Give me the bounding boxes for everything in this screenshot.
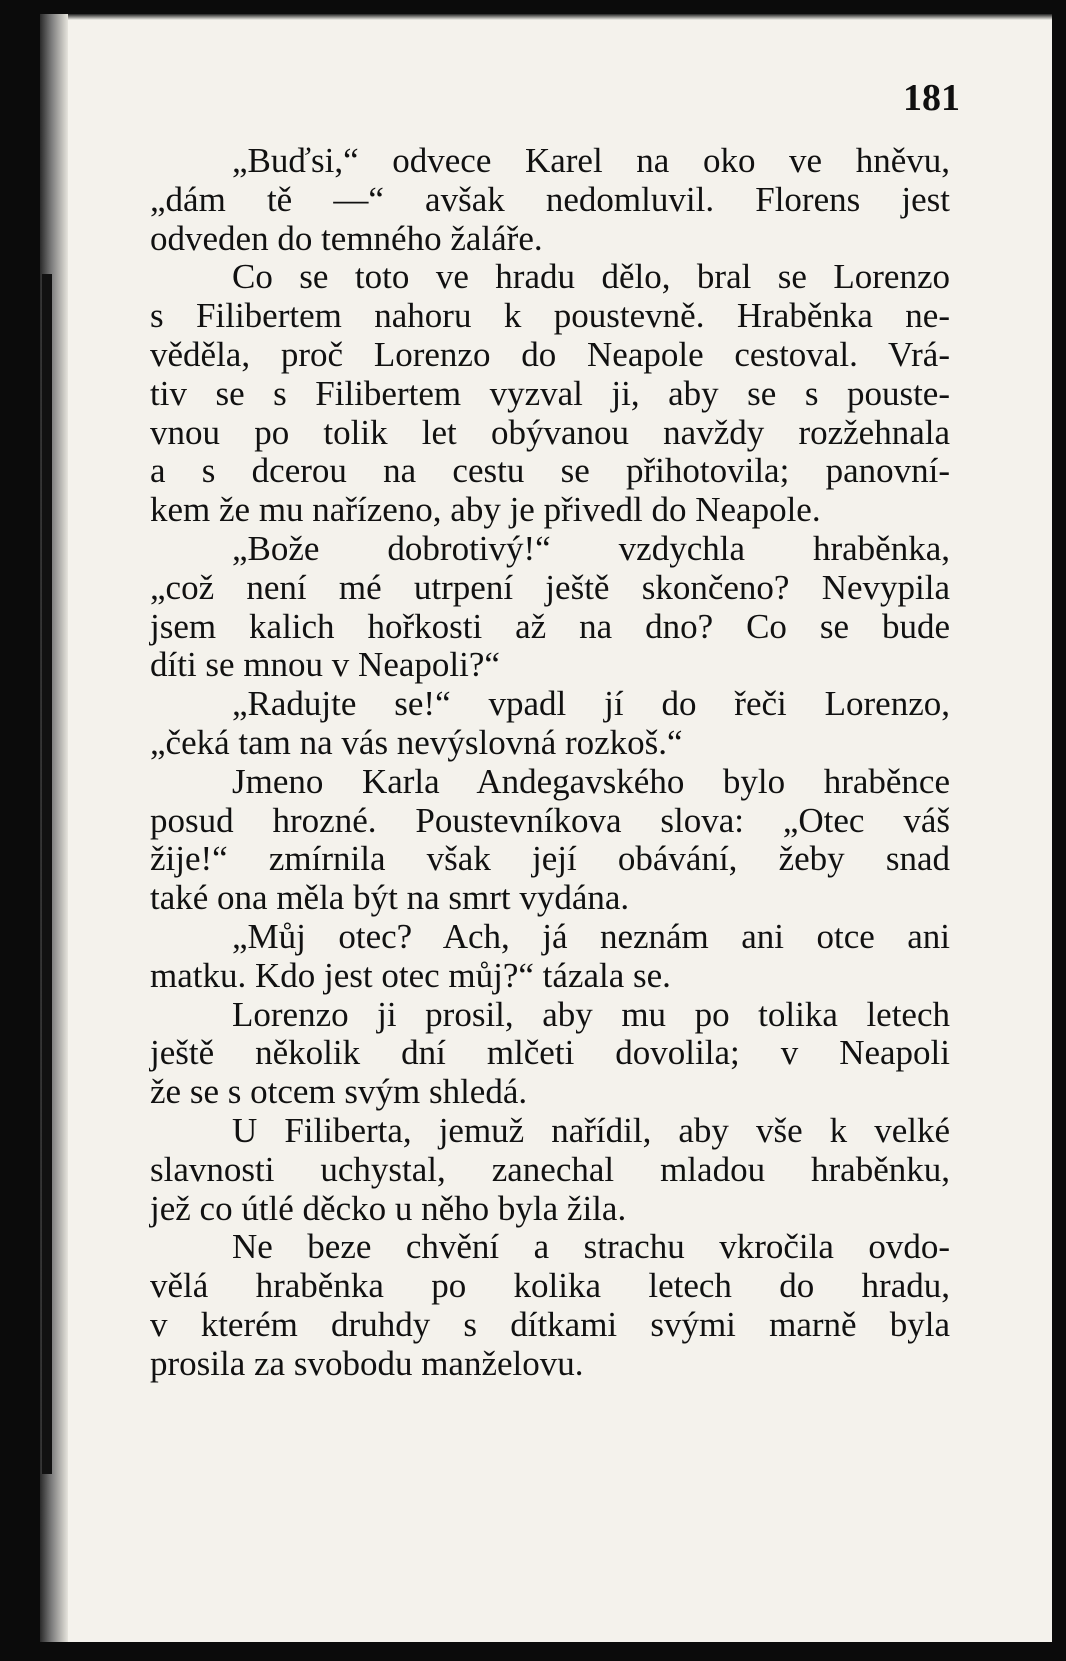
- text-line: Co se toto ve hradu dělo, bral se Lorenzo: [232, 257, 950, 297]
- text-line: jsem kalich hořkosti až na dno? Co se bude: [150, 606, 950, 646]
- text-line: slavnosti uchystal, zanechal mladou hraběnku,: [150, 1149, 950, 1189]
- text-line: matku. Kdo jest otec můj?“ tázala se.: [150, 955, 671, 995]
- text-line: žije!“ zmírnila však její obávání, žeby snad: [150, 839, 950, 879]
- text-line: v kterém druhdy s dítkami svými marně byla: [150, 1304, 950, 1344]
- text-line: Ne beze chvění a strachu vkročila ovdo-: [232, 1227, 950, 1267]
- text-line: vnou po tolik let obývanou navždy rozžehnala: [150, 412, 950, 452]
- page-number: 181: [903, 77, 960, 119]
- page-top-edge: [40, 14, 1052, 20]
- text-line: že se s otcem svým shledá.: [150, 1072, 528, 1112]
- text-line: posud hrozné. Poustevníkova slova: „Otec váš: [150, 800, 950, 840]
- text-line: „což není mé utrpení ještě skončeno? Nevypila: [150, 567, 950, 607]
- text-line: „Bože dobrotivý!“ vzdychla hraběnka,: [232, 528, 950, 568]
- text-line: kem že mu nařízeno, aby je přivedl do Neapole.: [150, 490, 821, 530]
- text-line: tiv se s Filibertem vyzval ji, aby se s pouste-: [150, 373, 950, 413]
- text-line: ještě několik dní mlčeti dovolila; v Neapoli: [150, 1033, 950, 1073]
- text-line: věděla, proč Lorenzo do Neapole cestoval. Vrá-: [150, 334, 950, 374]
- text-line: „Buďsi,“ odvece Karel na oko ve hněvu,: [232, 141, 950, 180]
- text-line: „čeká tam na vás nevýslovná rozkoš.“: [150, 722, 683, 762]
- text-line: Jmeno Karla Andegavského bylo hraběnce: [232, 761, 950, 801]
- text-line: „Můj otec? Ach, já neznám ani otce ani: [232, 916, 950, 956]
- text-line: také ona měla být na smrt vydána.: [150, 878, 630, 918]
- text-line: vělá hraběnka po kolika letech do hradu,: [150, 1266, 950, 1306]
- text-line: jež co útlé děcko u něho byla žila.: [150, 1188, 627, 1228]
- binding-edge: [42, 274, 52, 1474]
- text-line: U Filiberta, jemuž nařídil, aby vše k velké: [232, 1110, 950, 1150]
- text-line: „Radujte se!“ vpadl jí do řeči Lorenzo,: [232, 684, 950, 724]
- text-line: a s dcerou na cestu se přihotovila; panovní-: [150, 451, 950, 491]
- text-line: odveden do temného žaláře.: [150, 218, 543, 258]
- text-line: Lorenzo ji prosil, aby mu po tolika letech: [232, 994, 950, 1034]
- text-line: díti se mnou v Neapoli?“: [150, 645, 500, 685]
- text-line: s Filibertem nahoru k poustevně. Hraběnka ne-: [150, 296, 950, 336]
- text-line: prosila za svobodu manželovu.: [150, 1343, 584, 1383]
- book-page: [40, 14, 1052, 1642]
- body-text: [150, 142, 950, 1384]
- text-line: „dám tě —“ avšak nedomluvil. Florens jest: [150, 179, 950, 219]
